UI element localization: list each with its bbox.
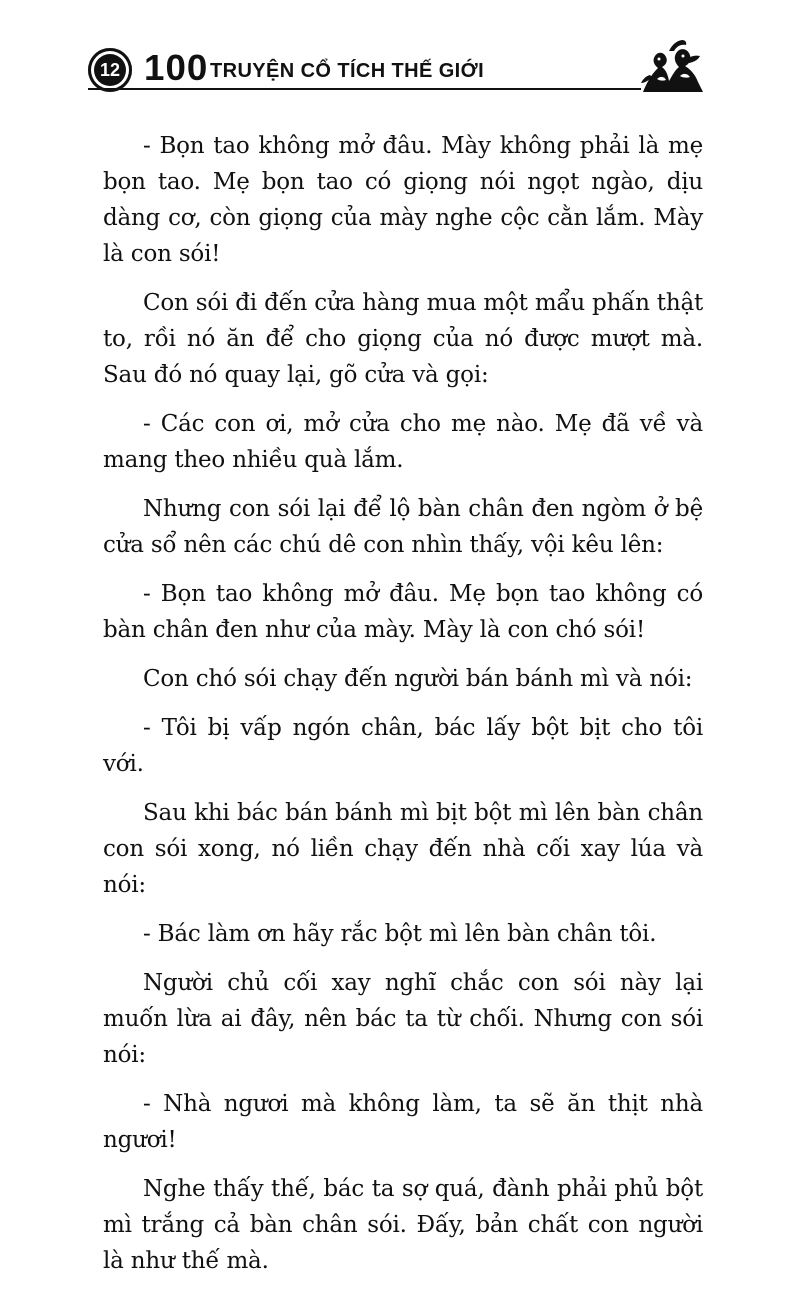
story-paragraph: Người chủ cối xay nghĩ chắc con sói này lại muốn lừa ai đây, nên bác ta từ chối. Nhưng con sói nói: [103, 970, 703, 1068]
story-paragraph: Nghe thấy thế, bác ta sợ quá, đành phải phủ bột mì trắng cả bàn chân sói. Đấy, bản chất con người là như thế mà. [103, 1176, 703, 1274]
page-number: 12 [99, 60, 121, 80]
dialogue-paragraph: - Các con ơi, mở cửa cho mẹ nào. Mẹ đã về và mang theo nhiều quà lắm. [103, 411, 703, 473]
figures-ornament-icon [638, 36, 710, 98]
dialogue-paragraph: - Nhà ngươi mà không làm, ta sẽ ăn thịt nhà ngươi! [103, 1091, 703, 1153]
story-paragraph: Nhưng con sói lại để lộ bàn chân đen ngòm ở bệ cửa sổ nên các chú dê con nhìn thấy, vội kêu lên: [103, 496, 703, 558]
story-paragraph: Con chó sói chạy đến người bán bánh mì và nói: [143, 666, 693, 692]
dialogue-paragraph: - Bọn tao không mở đâu. Mày không phải là mẹ bọn tao. Mẹ bọn tao có giọng nói ngọt ngào, dịu dàng cơ, còn giọng của mày nghe cộc cằn lắm. Mày là con sói! [103, 133, 703, 267]
story-paragraph: Sau khi bác bán bánh mì bịt bột mì lên bàn chân con sói xong, nó liền chạy đến nhà cối xay lúa và nói: [103, 800, 703, 898]
dialogue-paragraph: - Tôi bị vấp ngón chân, bác lấy bột bịt cho tôi với. [103, 715, 703, 777]
page-header [88, 40, 720, 100]
book-title: TRUYỆN CỔ TÍCH THẾ GIỚI [210, 60, 485, 82]
dialogue-paragraph: - Bọn tao không mở đâu. Mẹ bọn tao không có bàn chân đen như của mày. Mày là con chó sói! [103, 581, 703, 643]
dialogue-paragraph: - Bác làm ơn hãy rắc bột mì lên bàn chân tôi. [143, 921, 657, 947]
book-title-number: 100 [144, 47, 209, 88]
header-rule [88, 88, 641, 90]
story-text [103, 128, 703, 1292]
story-paragraph: Con sói đi đến cửa hàng mua một mẩu phấn thật to, rồi nó ăn để cho giọng của nó được mượt mà. Sau đó nó quay lại, gõ cửa và gọi: [103, 290, 704, 388]
